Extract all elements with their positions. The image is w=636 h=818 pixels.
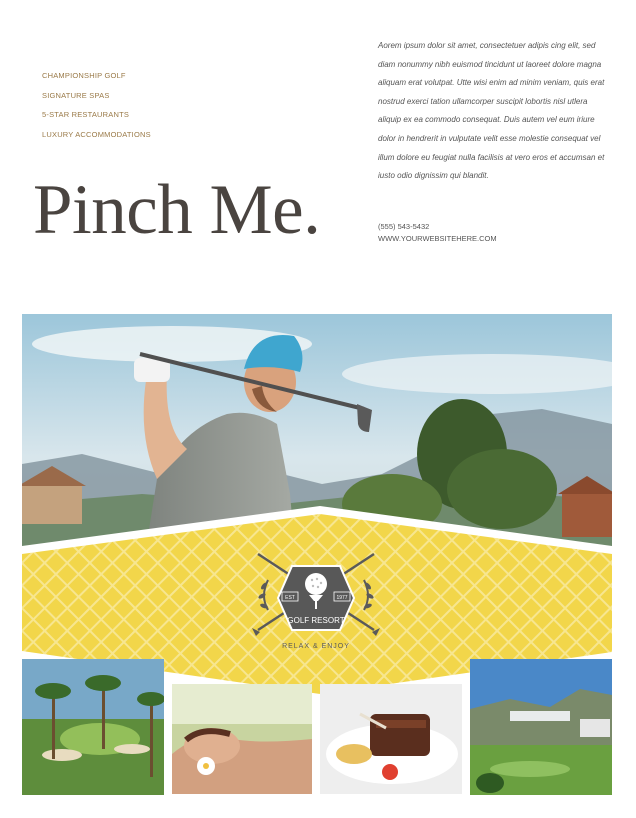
logo-year: 1977 <box>336 595 348 601</box>
hero-section <box>22 314 612 798</box>
logo-tagline: RELAX & ENJOY <box>282 643 350 650</box>
body-copy: Aorem ipsum dolor sit amet, consectetuer adipis cing elit, sed diam nonummy nibh euismod tincidunt ut laoreet dolore magna aliquam erat volutpat. Utte wisi enim ad minim veniam, quis erat nostrud exerci tation ullamcorper suscipit lobortis nisl utlera aliquip ex ea commodo consequat. Duis autem vel eum iriure dolor in hendrerit in vulputate velit esse molestie consequat vel illum dolore eu feugiat nulla facilisis at vero eros et accumsan et iusto odio dignissim qui blandit. <box>378 41 605 181</box>
logo-est: EST <box>285 595 295 601</box>
feature-item: 5-STAR RESTAURANTS <box>42 110 130 119</box>
website-url: WWW.YOURWEBSITEHERE.COM <box>378 234 497 243</box>
golf-course-palms-photo <box>22 659 164 795</box>
feature-item: LUXURY ACCOMMODATIONS <box>42 129 151 139</box>
feature-item: SIGNATURE SPAS <box>42 90 110 100</box>
feature-item: CHAMPIONSHIP GOLF <box>42 71 126 80</box>
resort-course-hills-photo <box>470 659 612 795</box>
feature-list <box>42 66 151 144</box>
gourmet-dish-photo <box>320 684 462 794</box>
logo-name: GOLF RESORT <box>287 616 345 625</box>
headline: Pinch Me. <box>33 171 321 249</box>
golf-resort-logo <box>246 546 386 661</box>
spa-massage-photo <box>172 684 312 794</box>
phone-number: (555) 543-5432 <box>378 222 430 231</box>
